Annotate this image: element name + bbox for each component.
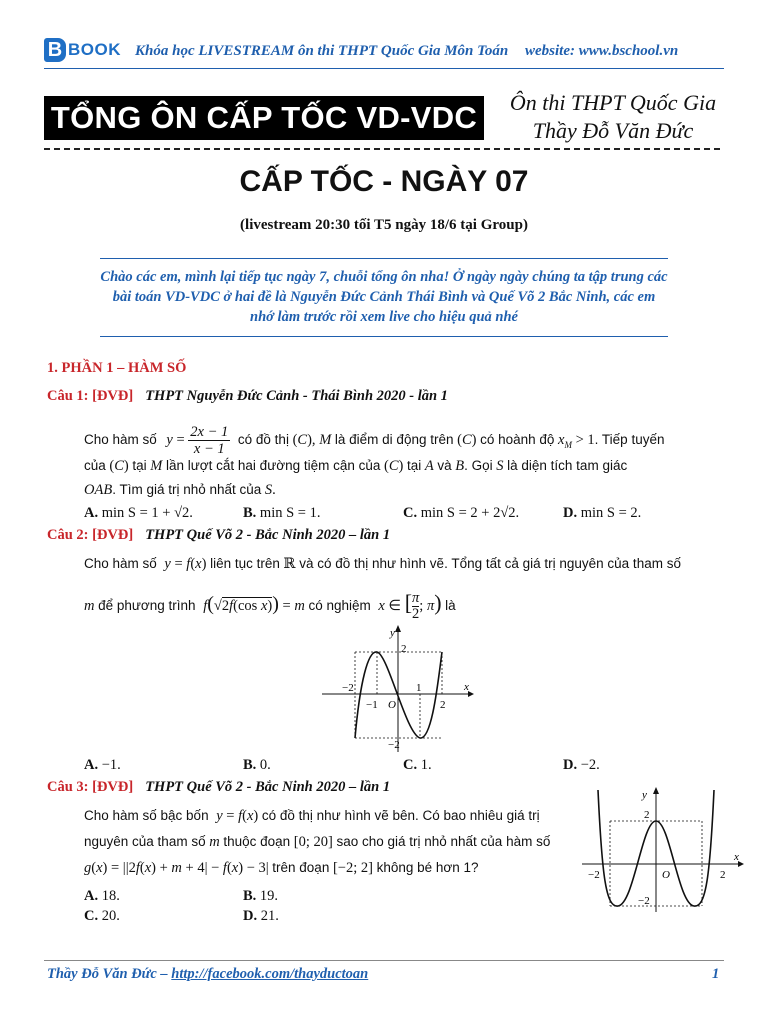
text: và [437,458,452,473]
question-source: THPT Quế Võ 2 - Bắc Ninh 2020 – lần 1 [145,779,391,795]
text: trên đoạn [272,860,330,875]
q1-option-b[interactable] [243,505,320,522]
tick-label-neg2: −2 [588,869,600,881]
text: nguyên của tham số [84,834,206,849]
q3-option-c[interactable] [84,908,120,925]
q2-option-b[interactable] [243,757,271,774]
option-text: min S = 2 + 2√2. [420,505,520,521]
q2-option-a[interactable] [84,757,121,774]
question-1-line-1: Cho hàm số y = $\frac{2x - 1}{x - 1}$ có đồ thị (C), M là điểm di động trên (C) có hoành độ $x_M > 1$. Tiếp tuyến [84,424,665,457]
day-title: CẤP TỐC - NGÀY 07 [239,165,529,198]
x-label: x [464,681,469,693]
text: Cho hàm số bậc bốn [84,808,209,823]
option-text: min S = 1 + √2. [101,505,193,521]
question-label: Câu 1: [ĐVĐ] [47,388,134,404]
question-3-header [47,779,390,796]
option-key: B. [243,757,257,773]
livestream-info: (livestream 20:30 tối T5 ngày 18/6 tại Group) [240,217,528,233]
question-source: THPT Nguyễn Đức Cảnh - Thái Bình 2020 - lần 1 [145,388,448,404]
x-label: x [734,851,739,863]
q3-function-graph [580,786,750,916]
q2-option-c[interactable] [403,757,432,774]
q2-function-graph [318,622,478,754]
text: có nghiệm [308,598,371,613]
page-number: 1 [712,966,720,982]
q3-option-d[interactable] [243,908,279,925]
x-axis-arrow [738,861,744,867]
text: không bé hơn 1? [376,860,479,875]
text: . Tìm giá trị nhỏ nhất của [112,482,262,497]
question-1-line-3: OAB. Tìm giá trị nhỏ nhất của S. [84,482,276,498]
option-key: D. [563,757,578,773]
fraction: $\frac{2x - 1}{x - 1}$ [190,424,229,457]
q2-option-d[interactable] [563,757,600,774]
question-3-line-1: Cho hàm số bậc bốn y = f(x) có đồ thị như hình vẽ bên. Có bao nhiêu giá trị [84,808,540,824]
tick-label-2: 2 [440,699,446,711]
text: liên tục trên [210,556,280,571]
text: thuộc đoạn [223,834,291,849]
q1-option-a[interactable] [84,505,193,522]
option-key: C. [84,908,99,924]
question-2-header [47,527,390,544]
tick-label-yneg2: −2 [638,895,650,907]
option-key: B. [243,505,257,521]
question-source: THPT Quế Võ 2 - Bắc Ninh 2020 – lần 1 [145,527,391,543]
option-key: A. [84,757,99,773]
footer-divider [44,960,724,961]
option-text: 19. [259,888,279,904]
intro-bottom-rule [100,336,668,337]
option-text: 21. [260,908,279,924]
tick-label-2: 2 [720,869,726,881]
tick-label-yneg2: −2 [388,739,400,751]
option-key: A. [84,505,99,521]
tick-label-neg2: −2 [342,682,354,694]
option-key: D. [563,505,578,521]
option-text: 20. [101,908,120,924]
tick-label-1: 1 [416,682,422,694]
y-axis-arrow [395,625,401,632]
section-heading: 1. PHẦN 1 – HÀM SỐ [47,360,187,376]
tick-label-y2: 2 [401,643,407,655]
text: là điểm di động trên [334,431,454,447]
option-text: 0. [259,757,271,773]
header-divider [44,68,724,69]
y-axis-arrow [653,787,659,794]
option-text: min S = 1. [259,505,321,521]
text: có hoành độ [480,431,555,447]
option-key: D. [243,908,258,924]
facebook-link[interactable]: http://facebook.com/thayductoan [171,966,369,982]
option-text: −2. [580,757,600,773]
bbook-logo [44,38,124,64]
y-label: y [390,627,395,639]
q3-option-a[interactable] [84,888,120,905]
option-text: −1. [101,757,121,773]
option-text: 18. [101,888,120,904]
question-1-line-2: của (C) tại M lần lượt cắt hai đường tiệm cận của (C) tại A và B. Gọi S là diện tích tam giác [84,458,628,474]
text: là diện tích tam giác [507,458,628,473]
text: lần lượt cắt hai đường tiệm cận của [166,458,381,473]
y-label: y [642,789,647,801]
text: Cho hàm số [84,431,157,447]
question-2-line-2: m để phương trình f(√2f(cos x)) = m có nghiệm x ∈ [ $\frac{\pi}{2}$ ; π) là [84,590,456,623]
question-1-header [47,388,448,405]
website-link[interactable]: website: www.bschool.vn [525,43,679,59]
question-3-line-3: g(x) = ||2f(x) + m + 4| − f(x) − 3| trên đoạn [−2; 2] không bé hơn 1? [84,860,479,876]
question-label: Câu 2: [ĐVĐ] [47,527,134,543]
text: . Tiếp tuyến [594,431,665,447]
question-label: Câu 3: [ĐVĐ] [47,779,134,795]
intro-top-rule [100,258,668,259]
text: có đồ thị như hình vẽ bên. Có bao nhiêu giá trị [261,808,540,823]
text: để phương trình [98,598,196,613]
logo-letter: B [44,38,66,62]
question-2-line-1: Cho hàm số y = f(x) liên tục trên ℝ và có đồ thị như hình vẽ. Tổng tất cả giá trị nguyên của tham số [84,556,681,572]
option-key: A. [84,888,99,904]
text: Cho hàm số [84,556,157,571]
q1-option-d[interactable] [563,505,641,522]
course-title: Khóa học LIVESTREAM ôn thi THPT Quốc Gia Môn Toán [135,43,509,59]
logo-text: BOOK [68,40,121,59]
q1-option-c[interactable] [403,505,519,522]
text: của [84,458,106,473]
text: và có đồ thị như hình vẽ. Tổng tất cả giá trị nguyên của tham số [299,556,681,571]
intro-paragraph: Chào các em, mình lại tiếp tục ngày 7, chuỗi tổng ôn nha! Ở ngày ngày chúng ta tập trung các bài toán VD-VDC ở hai đề là Nguyễn Đức Cảnh Thái Bình và Quế Võ 2 Bắc Ninh, các em nhớ làm trước rồi xem live cho hiệu quả nhé [100,269,668,325]
dashed-divider [44,148,720,150]
text: sao cho giá trị nhỏ nhất của hàm số [336,834,551,849]
exam-subtitle: Ôn thi THPT Quốc Gia [509,90,717,115]
option-text: 1. [420,757,432,773]
origin-label: O [388,699,396,711]
option-key: C. [403,757,418,773]
text: có đồ thị [237,431,289,447]
text: tại [132,458,147,473]
footer-author: Thầy Đỗ Văn Đức – [47,966,172,982]
course-banner: TỔNG ÔN CẤP TỐC VD-VDC [44,96,484,140]
text: là [445,598,456,613]
tick-label-y2: 2 [644,809,650,821]
x-axis-arrow [468,691,474,697]
tick-label-neg1: −1 [366,699,378,711]
text: . Gọi [464,458,493,473]
text: tại [407,458,422,473]
option-key: B. [243,888,257,904]
footer-credit [47,966,368,983]
option-key: C. [403,505,418,521]
question-3-line-2: nguyên của tham số m thuộc đoạn [0; 20] sao cho giá trị nhỏ nhất của hàm số [84,834,551,850]
origin-label: O [662,869,670,881]
option-text: min S = 2. [580,505,642,521]
q3-option-b[interactable] [243,888,278,905]
teacher-name: Thầy Đỗ Văn Đức [532,118,694,143]
